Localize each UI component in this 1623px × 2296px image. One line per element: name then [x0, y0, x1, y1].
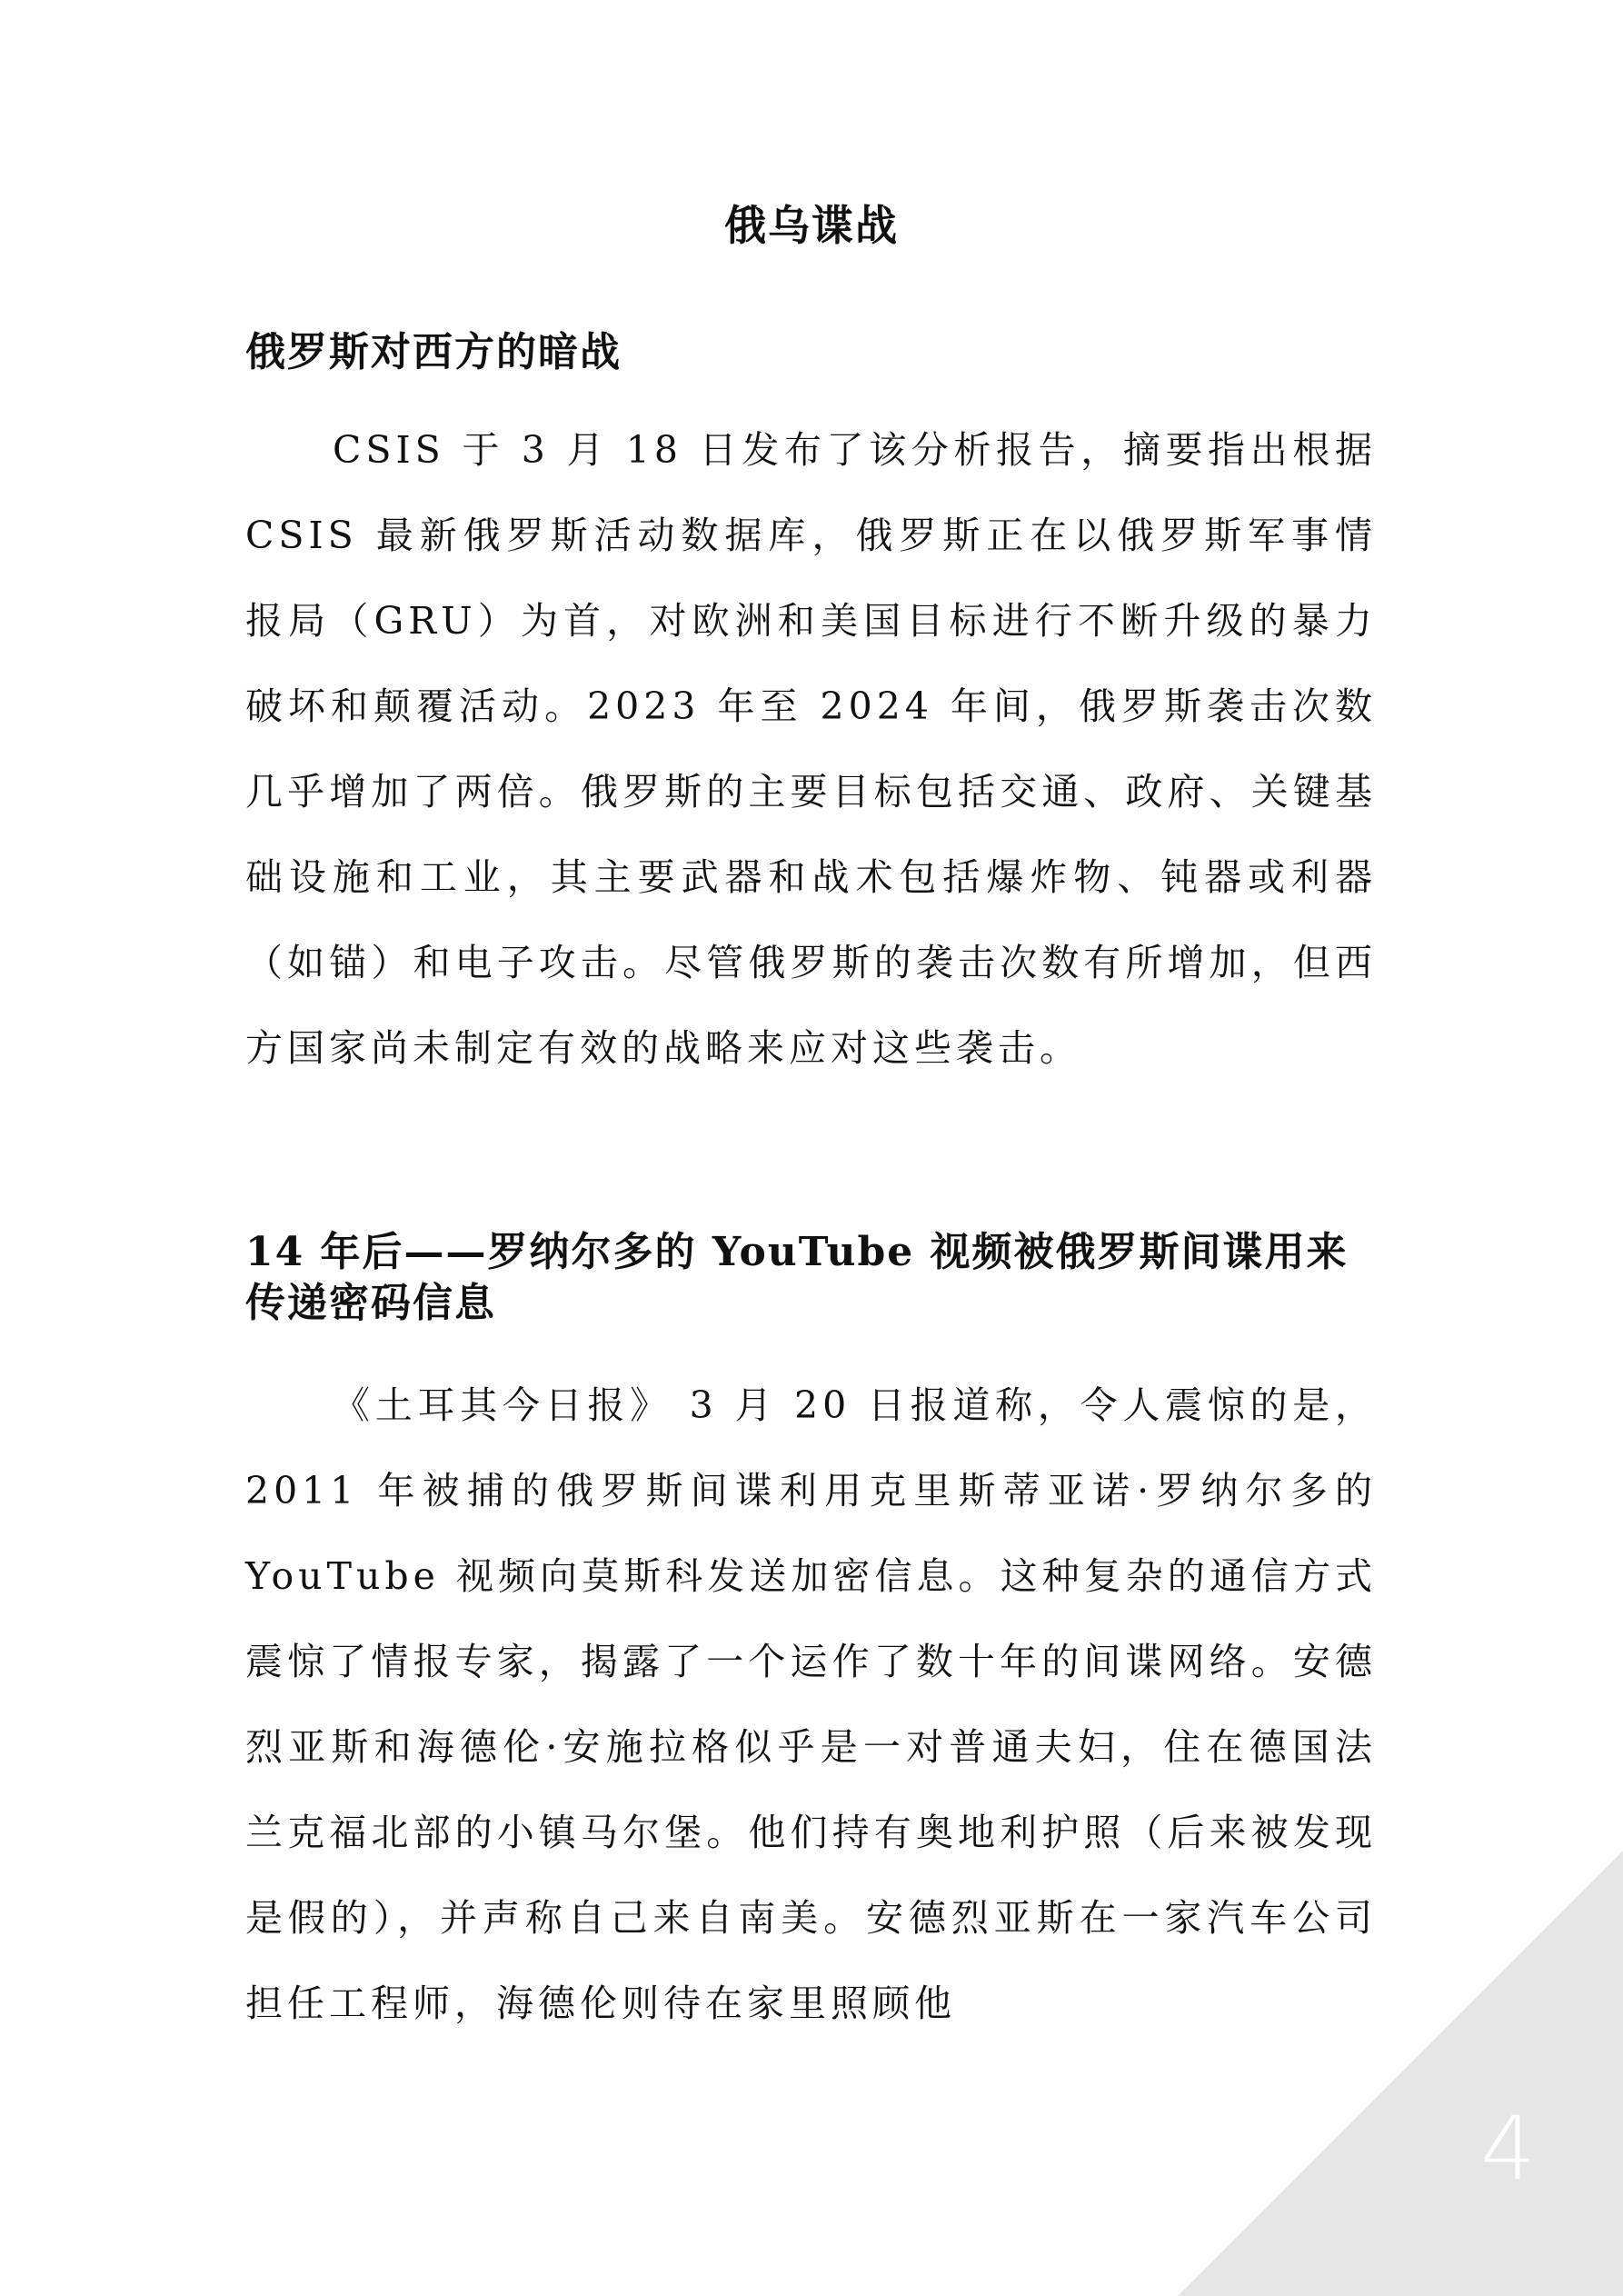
section-paragraph-russia-shadow-war: CSIS 于 3 月 18 日发布了该分析报告，摘要指出根据 CSIS 最新俄罗斯活动数据库，俄罗斯正在以俄罗斯军事情报局（GRU）为首，对欧洲和美国目标进行不断升级的暴力破坏和颠覆活动。2023 年至 2024 年间，俄罗斯袭击次数几乎增加了两倍。俄罗斯的主要目标包括交通、政府、关键基础设施和工业，其主要武器和战术包括爆炸物、钝器或利器（如锚）和电子攻击。尽管俄罗斯的袭击次数有所增加，但西方国家尚未制定有效的战略来应对这些袭击。	[245, 428, 1377, 1070]
page-number: 4	[1479, 2098, 1536, 2200]
section-heading-russia-shadow-war: 俄罗斯对西方的暗战	[245, 329, 622, 375]
section-paragraph-ronaldo-youtube-spies: 《土耳其今日报》 3 月 20 日报道称，令人震惊的是，2011 年被捕的俄罗斯间谍利用克里斯蒂亚诺·罗纳尔多的 YouTube 视频向莫斯科发送加密信息。这种复杂的通信方式震惊了情报专家，揭露了一个运作了数十年的间谍网络。安德烈亚斯和海德伦·安施拉格似乎是一对普通夫妇，住在德国法兰克福北部的小镇马尔堡。他们持有奥地利护照（后来被发现是假的），并声称自己来自南美。安德烈亚斯在一家汽车公司担任工程师，海德伦则待在家里照顾他	[245, 1383, 1377, 2025]
corner-decoration	[1178, 1851, 1623, 2296]
page-title: 俄乌谍战	[724, 201, 899, 250]
section-heading-ronaldo-youtube-spies: 14 年后——罗纳尔多的 YouTube 视频被俄罗斯间谍用来传递密码信息	[245, 1229, 1349, 1326]
